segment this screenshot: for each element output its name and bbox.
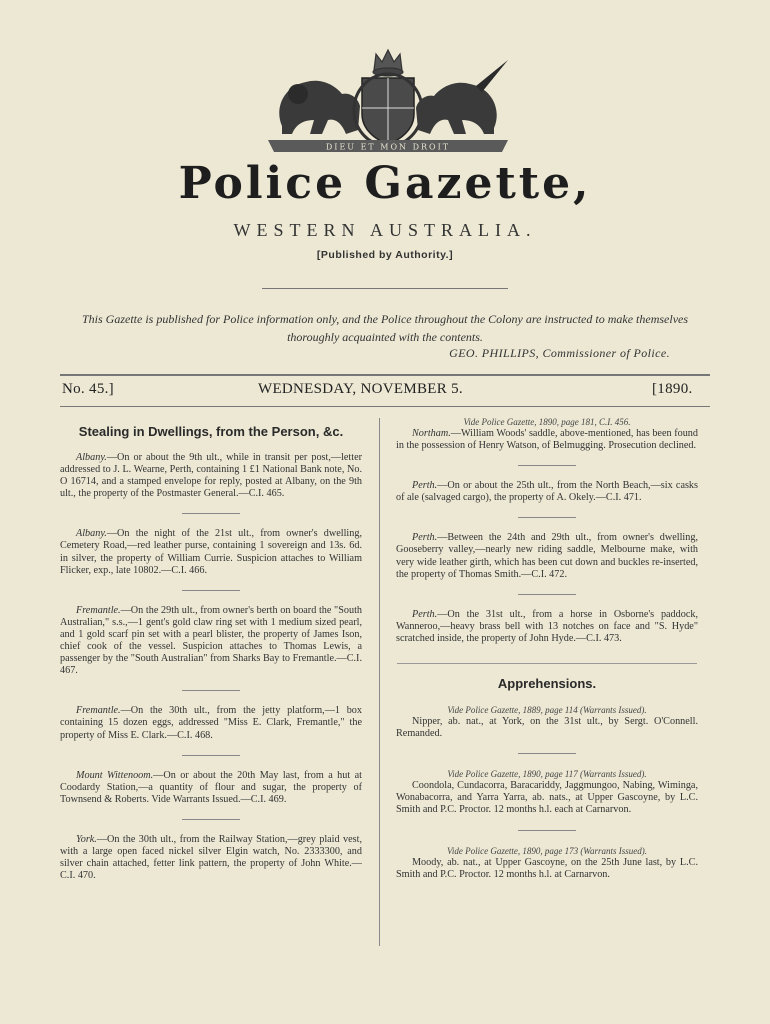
- issue-rule-top: [60, 374, 710, 376]
- list-item: Mount Wittenoom.—On or about the 20th May last, from a hut at Coodardy Station,—a quantity of flour and sugar, the property of Townsend & Roberts. Vide Warrants Issued.—C.I. 469.: [60, 769, 362, 805]
- section-heading-apprehensions: Apprehensions.: [497, 676, 597, 692]
- royal-coat-of-arms-icon: [262, 48, 514, 154]
- list-item: Moody, ab. nat., at Upper Gascoyne, on the 25th June last, by L.C. Smith and P.C. Proctor. 12 months h.l. at Carnarvon.: [396, 856, 698, 880]
- list-item: Fremantle.—On the 30th ult., from the jetty platform,—1 box containing 15 dozen eggs, addressed "Miss E. Clark, Fremantle," the property of Miss E. Clark.—C.I. 468.: [60, 705, 362, 741]
- list-item: Northam.—William Woods' saddle, above-mentioned, has been found in the possession of Henry Watson, of Belmugging. Prosecution declined.: [396, 428, 698, 452]
- right-column: [396, 416, 698, 881]
- item-separator: [518, 517, 576, 518]
- section-separator: [397, 663, 697, 664]
- item-separator: [518, 830, 576, 831]
- list-item: Perth.—Between the 24th and 29th ult., from owner's dwelling, Gooseberry valley,—nearly new riding saddle, Melbourne make, with very wide leather girth, which has been cut down and buckles re-inserted, the property of Thomas Smith.—C.I. 472.: [396, 532, 698, 580]
- item-separator: [518, 594, 576, 595]
- list-item: Albany.—On or about the 9th ult., while in transit per post,—letter addressed to J. L. Wearne, Perth, containing 1 £1 National Bank note, No. O 16714, and a stamped envelope for reply, posted at Albany, on the 9th ult., the property of the Postmaster General.—C.I. 465.: [60, 452, 362, 500]
- item-separator: [182, 690, 240, 691]
- list-item: Perth.—On the 31st ult., from a horse in Osborne's paddock, Wanneroo,—heavy brass bell with 13 notches on face and "S. Hyde" scratched inside, the property of John Hyde.—C.I. 473.: [396, 608, 698, 644]
- list-item: Fremantle.—On the 29th ult., from owner's berth on board the "South Australian," s.s.,—1 gent's gold claw ring set with 1 medium sized pearl, and 1 gold scarf pin set with a pearl blister, the property of James Ison, chief cook of the vessel. Suspicion attaches to Thomas Lewis, a passenger by the "South Australian" from Sharks Bay to Fremantle.—C.I. 467.: [60, 604, 362, 677]
- header-rule: [262, 288, 508, 289]
- crest-motto: DIEU ET MON DROIT: [325, 142, 451, 152]
- vide-reference: Vide Police Gazette, 1890, page 181, C.I. 456.: [463, 417, 631, 427]
- notice-text: This Gazette is published for Police information only, and the Police throughout the Colony are instructed to make themselves thoroughly acquainted with the contents.: [81, 312, 689, 344]
- vide-reference: Vide Police Gazette, 1890, page 117 (Warrants Issued).: [447, 769, 647, 780]
- vide-reference: Vide Police Gazette, 1889, page 114 (Warrants Issued).: [447, 705, 647, 716]
- list-item: York.—On the 30th ult., from the Railway Station,—grey plaid vest, with a large open faced nickel silver Elgin watch, No. 2333300, and silver chain attached, fetter link pattern, the property of John White.—C.I. 470.: [60, 833, 362, 882]
- issue-date: WEDNESDAY, NOVEMBER 5.: [258, 381, 463, 397]
- list-item: Perth.—On or about the 25th ult., from the North Beach,—six casks of ale (salvaged cargo), the property of A. Okely.—C.I. 471.: [396, 480, 698, 504]
- commissioner-signature: GEO. PHILLIPS, Commissioner of Police.: [449, 346, 670, 360]
- column-divider: [379, 418, 380, 946]
- list-item: Coondola, Cundacorra, Baracariddy, Jaggmungoo, Nabing, Wiminga, Wonabacorra, and Yarra Yarra, ab. nats., at Upper Gascoyne, by L.C. Smith and P.C. Proctor. 12 months h.l. each at Carnarvon.: [396, 780, 698, 816]
- list-item: Albany.—On the night of the 21st ult., from owner's dwelling, Cemetery Road,—red leather purse, containing 1 sovereign and 13s. 6d. in silver, the property of William Currie. Suspicion attaches to William Flicker, exp., late 10802.—C.I. 466.: [60, 528, 362, 576]
- issue-year: [1890.: [652, 381, 693, 397]
- item-separator: [182, 590, 240, 591]
- published-by-authority: [Published by Authority.]: [316, 249, 454, 261]
- issue-rule-bottom: [60, 406, 710, 407]
- gazette-subtitle: WESTERN AUSTRALIA.: [233, 220, 537, 240]
- left-column: [60, 416, 362, 882]
- vide-reference: Vide Police Gazette, 1890, page 173 (Warrants Issued).: [447, 845, 647, 856]
- item-separator: [182, 755, 240, 756]
- item-separator: [182, 819, 240, 820]
- gazette-title: Police Gazette,: [178, 158, 592, 209]
- item-separator: [518, 465, 576, 466]
- section-heading-stealing: Stealing in Dwellings, from the Person, &c.: [78, 424, 344, 439]
- list-item: Nipper, ab. nat., at York, on the 31st ult., by Sergt. O'Connell. Remanded.: [396, 716, 698, 740]
- item-separator: [518, 753, 576, 754]
- item-separator: [182, 513, 240, 514]
- issue-number: No. 45.]: [62, 381, 114, 397]
